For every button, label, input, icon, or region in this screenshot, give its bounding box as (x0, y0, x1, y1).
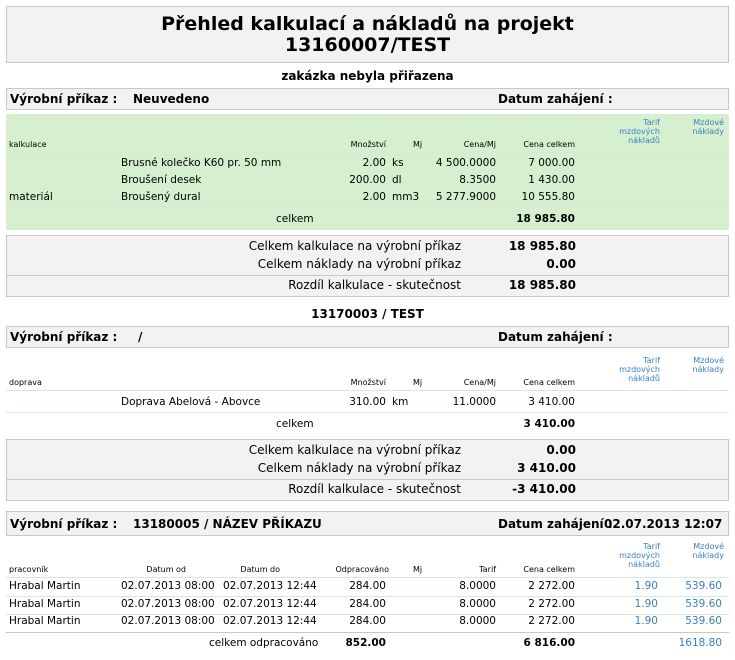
row3-to: 02.07.2013 12:44 (223, 615, 317, 627)
col-header-wage: Mzdové náklady (692, 542, 724, 560)
col-header-worked: Odpracováno (335, 565, 389, 574)
header-divider (6, 152, 729, 153)
col-header-date-to: Datum do (240, 565, 280, 574)
row2-total: 2 272.00 (528, 598, 575, 610)
section3-order-bar (6, 511, 729, 536)
col-header-price: Cena/Mj (463, 140, 496, 149)
section2-summary (6, 439, 729, 501)
row3-price: 5 277.9000 (435, 191, 496, 203)
row3-name: Broušený dural (121, 191, 201, 203)
row1-total: 2 272.00 (528, 580, 575, 592)
section3-table (6, 540, 729, 656)
row3-worked: 284.00 (349, 615, 386, 627)
order-value: 13180005 / NÁZEV PŘÍKAZU (133, 517, 322, 531)
row3-wage-tariff: 1.90 (634, 615, 658, 627)
col-header-price: Cena/Mj (463, 378, 496, 387)
col-header-total: Cena celkem (523, 378, 575, 387)
total-value: 18 985.80 (516, 213, 575, 225)
project-code: 13160007/TEST (284, 34, 451, 56)
row1-worked: 284.00 (349, 580, 386, 592)
report-title: Přehled kalkulací a nákladů na projekt (161, 13, 574, 35)
total-divider (6, 207, 729, 208)
total-divider (6, 632, 729, 633)
row2-worked: 284.00 (349, 598, 386, 610)
section2-table (6, 352, 729, 434)
col-header-qty: Množství (350, 378, 386, 387)
col-header-tariff: Tarif (479, 565, 496, 574)
row1-price: 11.0000 (452, 396, 496, 408)
col-header-wage: Mzdové náklady (692, 356, 724, 374)
header-divider (6, 577, 729, 578)
row2-wage-tariff: 1.90 (634, 598, 658, 610)
row1-wage-tariff: 1.90 (634, 580, 658, 592)
row2-qty: 200.00 (349, 174, 386, 186)
start-label: Datum zahájení : (498, 330, 613, 344)
summary-divider (7, 275, 728, 276)
row1-name: Doprava Abelová - Abovce (121, 396, 261, 408)
group-name: materiál (9, 191, 53, 203)
total-label: celkem (276, 213, 314, 225)
section2-order-bar (6, 326, 729, 348)
order-value: / (138, 330, 143, 344)
row3-qty: 2.00 (362, 191, 386, 203)
summary-calc-value: 0.00 (546, 443, 576, 457)
row1-tariff: 8.0000 (459, 580, 496, 592)
row1-unit: ks (392, 157, 404, 169)
row2-tariff: 8.0000 (459, 598, 496, 610)
row2-unit: dl (392, 174, 402, 186)
col-header-wage: Mzdové náklady (692, 118, 724, 136)
row3-worker: Hrabal Martin (9, 615, 81, 627)
section2-subheading: 13170003 / TEST (311, 307, 424, 321)
row1-to: 02.07.2013 12:44 (223, 580, 317, 592)
row2-to: 02.07.2013 12:44 (223, 598, 317, 610)
summary-calc-label: Celkem kalkulace na výrobní příkaz (248, 239, 461, 253)
order-label: Výrobní příkaz : (10, 330, 118, 344)
row1-total: 3 410.00 (528, 396, 575, 408)
report-title-box (6, 6, 729, 63)
col-header-date-from: Datum od (146, 565, 186, 574)
row1-worker: Hrabal Martin (9, 580, 81, 592)
start-value: 02.07.2013 12:07 (604, 517, 723, 531)
row1-qty: 310.00 (349, 396, 386, 408)
total-label: celkem (276, 418, 314, 430)
col-header-total: Cena celkem (523, 140, 575, 149)
row3-tariff: 8.0000 (459, 615, 496, 627)
start-label: Datum zahájení : (498, 92, 613, 106)
summary-calc-value: 18 985.80 (508, 239, 576, 253)
total-worked: 852.00 (345, 637, 386, 649)
summary-diff-value: 18 985.80 (508, 278, 576, 292)
row1-unit: km (392, 396, 409, 408)
summary-diff-label: Rozdíl kalkulace - skutečnost (288, 278, 461, 292)
summary-cost-label: Celkem náklady na výrobní příkaz (257, 257, 461, 271)
order-label: Výrobní příkaz : (10, 517, 118, 531)
summary-cost-value: 3 410.00 (517, 461, 576, 475)
row2-name: Broušení desek (121, 174, 202, 186)
row1-name: Brusné kolečko K60 pr. 50 mm (121, 157, 282, 169)
header-divider (6, 390, 729, 391)
row1-price: 4 500.0000 (435, 157, 496, 169)
section1-table (6, 114, 729, 230)
summary-divider (7, 479, 728, 480)
col-header-wage-tariff: Tarif mzdových nákladů (619, 542, 660, 569)
total-value: 3 410.00 (523, 418, 575, 430)
summary-diff-value: -3 410.00 (512, 482, 576, 496)
section1-order-bar (6, 88, 729, 110)
col-header-group: kalkulace (9, 140, 47, 149)
row1-total: 7 000.00 (528, 157, 575, 169)
col-header-tariff: Tarif mzdových nákladů (619, 356, 660, 383)
col-header-worker: pracovník (9, 565, 49, 574)
start-label: Datum zahájení : (498, 517, 613, 531)
summary-cost-value: 0.00 (546, 257, 576, 271)
col-header-unit: Mj (413, 565, 423, 574)
section1-subheading: zakázka nebyla přiřazena (281, 69, 454, 83)
order-label: Výrobní příkaz : (10, 92, 118, 106)
row2-from: 02.07.2013 08:00 (121, 598, 215, 610)
order-value: Neuvedeno (133, 92, 210, 106)
row-divider (6, 596, 729, 597)
summary-diff-label: Rozdíl kalkulace - skutečnost (288, 482, 461, 496)
total-label: celkem odpracováno (209, 637, 319, 649)
row2-worker: Hrabal Martin (9, 598, 81, 610)
row3-total: 10 555.80 (521, 191, 575, 203)
row2-wage: 539.60 (685, 598, 722, 610)
row3-from: 02.07.2013 08:00 (121, 615, 215, 627)
row2-price: 8.3500 (459, 174, 496, 186)
col-header-unit: Mj (413, 378, 423, 387)
row1-wage: 539.60 (685, 580, 722, 592)
col-header-group: doprava (9, 378, 42, 387)
summary-calc-label: Celkem kalkulace na výrobní příkaz (248, 443, 461, 457)
row3-unit: mm3 (392, 191, 420, 203)
total-divider (6, 412, 729, 413)
col-header-total: Cena celkem (523, 565, 575, 574)
col-header-qty: Množství (350, 140, 386, 149)
section1-summary (6, 235, 729, 297)
row1-qty: 2.00 (362, 157, 386, 169)
row1-from: 02.07.2013 08:00 (121, 580, 215, 592)
total-value: 6 816.00 (523, 637, 575, 649)
summary-cost-label: Celkem náklady na výrobní příkaz (257, 461, 461, 475)
col-header-tariff: Tarif mzdových nákladů (619, 118, 660, 145)
col-header-unit: Mj (413, 140, 423, 149)
row3-total: 2 272.00 (528, 615, 575, 627)
row2-total: 1 430.00 (528, 174, 575, 186)
total-wage: 1618.80 (678, 637, 722, 649)
row3-wage: 539.60 (685, 615, 722, 627)
